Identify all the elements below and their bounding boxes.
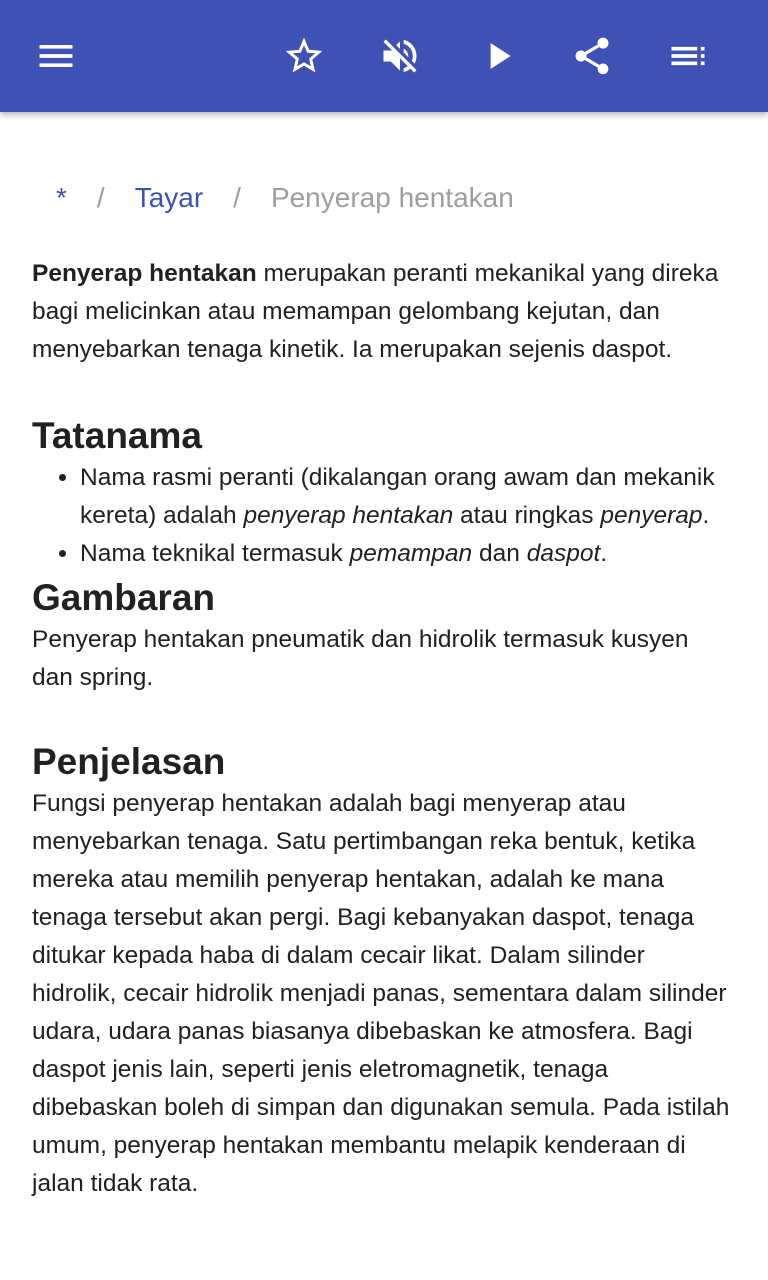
breadcrumb-separator: /	[233, 182, 241, 213]
share-icon[interactable]	[564, 28, 620, 84]
article-content	[0, 112, 768, 1280]
app-bar	[0, 0, 768, 112]
list-item-emphasis: penyerap	[600, 502, 703, 529]
intro-text: merupakan peranti mekanikal yang direka bagi melicinkan atau memampan gelombang kejutan, dan menyebarkan tenaga kinetik. Ia merupakan sejenis daspot.	[32, 260, 719, 363]
list-item-emphasis: daspot	[526, 540, 601, 567]
penjelasan-paragraph: Fungsi penyerap hentakan adalah bagi menyerap atau menyebarkan tenaga. Satu pertimbangan reka bentuk, ketika mereka atau memilih penyerap hentakan, adalah ke mana tenaga tersebut akan pergi. Bagi kebanyakan daspot, tenaga ditukar kepada haba di dalam cecair likat. Dalam silinder hidrolik, cecair hidrolik menjadi panas, sementara dalam silinder udara, udara panas biasanya dibebaskan ke atmosfera. Bagi daspot jenis lain, seperti jenis eletromagnetik, tenaga dibebaskan boleh di simpan dan digunakan semula. Pada istilah umum, penyerap hentakan membantu melapik kenderaan di jalan tidak rata.	[32, 790, 730, 1197]
breadcrumb-separator: /	[96, 182, 105, 213]
breadcrumb	[56, 180, 514, 216]
list-item-text: .	[702, 502, 710, 529]
intro-bold-term: Penyerap hentakan	[32, 260, 257, 287]
list-item-text: dan	[472, 540, 527, 567]
list-item-text: .	[600, 540, 608, 567]
list-item-emphasis: pemampan	[349, 540, 473, 567]
menu-icon[interactable]	[28, 28, 84, 84]
list-item-text: Nama rasmi peranti (dikalangan orang awam dan mekanik kereta) adalah	[80, 464, 715, 529]
play-icon[interactable]	[470, 28, 526, 84]
breadcrumb-home-link[interactable]: *	[56, 182, 67, 213]
star-outline-icon[interactable]	[276, 28, 332, 84]
list-item	[80, 459, 736, 535]
section-heading-gambaran: Gambaran	[32, 577, 216, 618]
section-heading-penjelasan: Penjelasan	[32, 741, 226, 782]
breadcrumb-parent-link[interactable]: Tayar	[134, 182, 204, 213]
section-heading-tatanama: Tatanama	[32, 415, 202, 456]
gambaran-paragraph: Penyerap hentakan pneumatik dan hidrolik termasuk kusyen dan spring.	[32, 626, 689, 691]
list-item-text: Nama teknikal termasuk	[80, 540, 350, 567]
volume-off-icon[interactable]	[372, 28, 428, 84]
tatanama-list	[32, 459, 736, 573]
article-body	[32, 255, 736, 1203]
list-item-emphasis: penyerap hentakan	[243, 502, 454, 529]
intro-paragraph	[32, 255, 736, 369]
toc-list-icon[interactable]	[660, 28, 716, 84]
breadcrumb-current: Penyerap hentakan	[270, 182, 514, 213]
list-item-text: atau ringkas	[453, 502, 601, 529]
list-item	[80, 535, 736, 573]
